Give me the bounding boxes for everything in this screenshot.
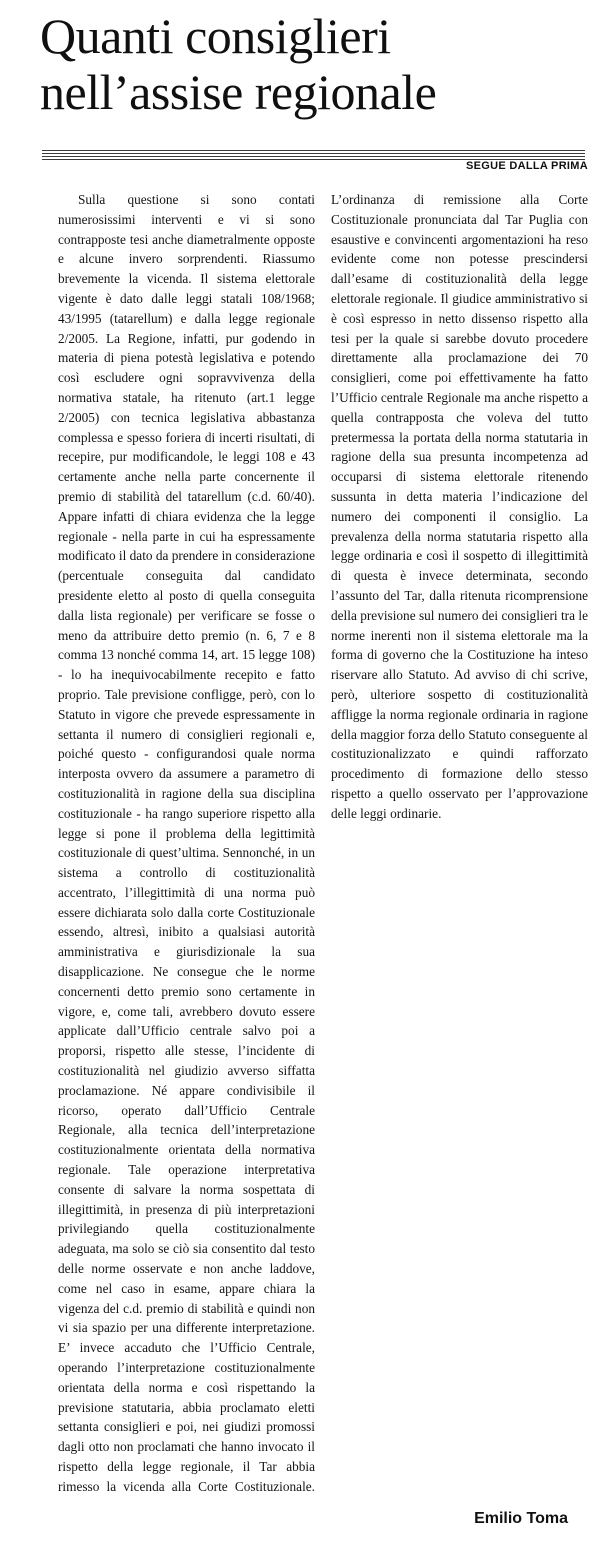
- article-text: Sulla questione si sono contati numerosissimi interventi e vi si sono contrapposte tesi anche diametralmente opposte e alcune invero sorprendenti. Riassumo brevemente la vicenda. Il sistema elettorale vigente è dato dalle leggi statali 108/1968; 43/1995 (tatarellum) e dalla legge regionale 2/2005. La Regione, infatti, pur godendo in materia di piena potestà legislativa e potendo così escludere ogni sopravvivenza della normativa statale, ha ritenuto (art.1 legge 2/2005) con tecnica legislativa abbastanza complessa e spesso foriera di incerti risultati, di recepire, pur modificandole, le leggi 108 e 43 certamente anche nella parte concernente il premio di stabilità del tatarellum (c.d. 60/40). Appare infatti di chiara evidenza che la legge regionale - nella parte in cui ha espressamente modificato il dato da prendere in considerazione (percentuale conseguita dal candidato presidente eletto al posto di quella conseguita dalla lista regionale) per verificare se fosse o meno da attribuire detto premio (n. 6, 7 e 8 comma 13 nonché comma 14, art. 15 legge 108) - lo ha inequivocabilmente recepito e fatto proprio. Tale previsione confligge, però, con lo Statuto in vigore che prevede espressamente in settanta il numero di consiglieri regionali e, poiché questo - configurandosi quale norma interposta ovvero da assumere a parametro di costituzionalità in ragione della sua disciplina costituzionale - ha rango superiore rispetto alla legge si pone il problema della legittimità costituzionale di quest’ultima. Sennonché, in un sistema a controllo di costituzionalità accentrato, l’illegittimità di una norma può essere dichiarata solo dalla corte Costituzionale essendo, altresì, inibito a qualsiasi autorità amministrativa e giurisdizionale la sua disapplicazione. Ne consegue che le norme concernenti detto premio sono certamente in vigore, e, come tali, avrebbero dovuto essere applicate dall’Ufficio centrale salvo poi a proporsi, rispetto alle stesse, l’incidente di costituzionalità nel giudizio avverso siffatta proclamazione. Né appare condivisibile il ricorso, operato dall’Ufficio Centrale Regionale, alla tecnica dell’interpretazione costituzionalmente orientata della normativa regionale. Tale operazione interpretativa consente di salvare la norma sospettata di illegittimità, in presenza di più interpretazioni privilegiando quella costituzionalmente adeguata, ma solo se ciò sia consentito dal testo delle norme osservate e non anche laddove, come nel caso in esame, appare chiara la vigenza del c.d. premio di stabilità e quindi non vi sia spazio per una differente interpretazione. E’ invece accaduto che l’Ufficio Centrale, operando l’interpretazione costituzionalmente orientata della norma e così rispettando la previsione statutaria, abbia proclamato eletti settanta consiglieri e poi, nei giudizi promossi dagli otto non proclamati che hanno invocato il rispetto della legge regionale, il Tar abbia rimesso la vicenda alla Corte Costituzionale. L’ordinanza di remissione alla Corte Costituzionale pronunciata dal Tar Puglia con esaustive e convincenti argomentazioni ha reso evidente come non potesse prescindersi dall’esame di costituzionalità della legge elettorale regionale. Il giudice amministrativo si è così espresso in netto dissenso rispetto alla tesi per la quale si sarebbe dovuto procedere direttamente alla proclamazione dei 70 consiglieri, come poi effettivamente ha fatto l’Ufficio centrale Regionale ma anche rispetto a quella contrapposta che voleva del tutto pretermessa la portata della norma statutaria in ragione della sua presunta incompetenza ad occuparsi di sistema elettorale ritenendo sussunta in detta materia l’indicazione del numero dei componenti il consiglio. La prevalenza della norma statutaria rispetto alla legge ordinaria e così il sospetto di illegittimità di questa è invece determinata, secondo l’assunto del Tar, dalla ritenuta ricomprensione della previsione sul numero dei consiglieri tra le norme inerenti non il sistema elettorale ma la forma di governo che la Costituzione ha inteso riservare allo Statuto. Ad avviso di chi scrive, però, ulteriore sospetto di costituzionalità affligge la norma regionale ordinaria in ragione della maggior forza dello Statuto conseguente al costituzionalizzato e quindi rafforzato procedimento di formazione dello stesso rispetto a quello osservato per l’approvazione delle leggi ordinarie.: [58, 192, 588, 1494]
- continued-label: SEGUE DALLA PRIMA: [465, 160, 588, 172]
- author-signature: Emilio Toma: [474, 1510, 568, 1527]
- article-headline: Quanti consiglieri nell’assise regionale: [40, 8, 437, 120]
- article-body: [58, 190, 588, 1500]
